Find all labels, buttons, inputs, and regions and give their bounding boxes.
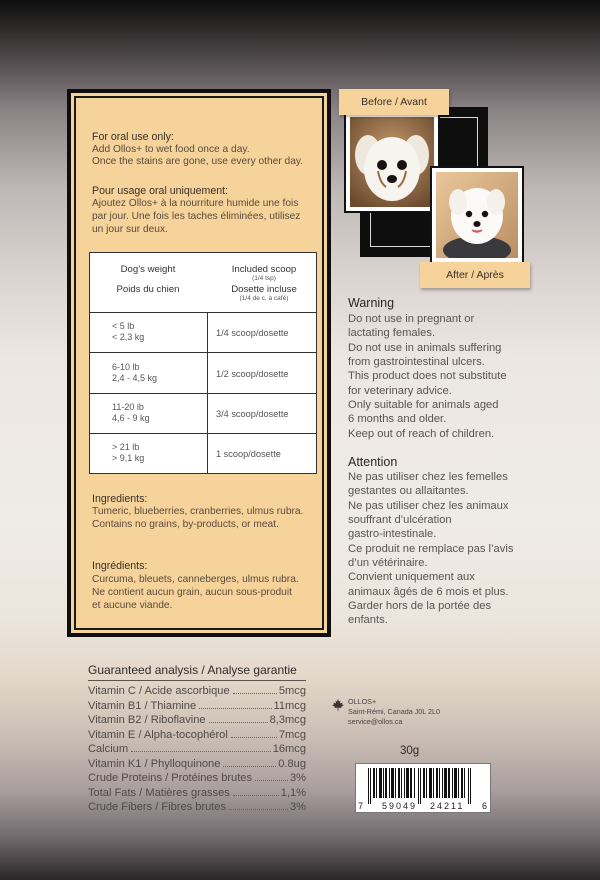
dosage-table-header bbox=[90, 253, 316, 313]
analysis-item: Vitamin K1 / Phylloquinone 0.8ug bbox=[88, 758, 306, 770]
barcode-digit-last: 6 bbox=[482, 801, 488, 811]
usage-line-fr: par jour. Une fois les taches éliminées, utilisez bbox=[92, 211, 301, 222]
brand-email[interactable]: service@ollos.ca bbox=[348, 717, 403, 726]
warning-title: Warning bbox=[348, 296, 395, 310]
ingredients-line-fr: et aucune viande. bbox=[92, 600, 173, 611]
after-label: After / Après bbox=[420, 262, 530, 288]
ingredients-title-en: Ingredients: bbox=[92, 493, 148, 505]
instructions-panel bbox=[67, 89, 331, 637]
dog-weight: < 5 lb < 2,3 kg bbox=[112, 321, 145, 342]
dosage-row bbox=[90, 354, 316, 394]
ingredients-line-en: Contains no grains, by-products, or meat. bbox=[92, 519, 279, 530]
brand-address: Saint-Rémi, Canada J0L 2L0 bbox=[348, 707, 441, 716]
analysis-item: Vitamin E / Alpha-tocophérol 7mcg bbox=[88, 729, 306, 741]
analysis-item: Crude Proteins / Protéines brutes 3% bbox=[88, 772, 306, 784]
usage-title-fr: Pour usage oral uniquement: bbox=[92, 185, 229, 197]
analysis-item: Crude Fibers / Fibres brutes 3% bbox=[88, 801, 306, 813]
weight-header-fr: Poids du chien bbox=[116, 284, 180, 295]
analysis-divider bbox=[88, 680, 306, 681]
dog-weight: > 21 lb > 9,1 kg bbox=[112, 442, 145, 463]
analysis-item: Vitamin B2 / Riboflavine 8,3mcg bbox=[88, 714, 306, 726]
scoop-amount: 1/4 scoop/dosette bbox=[216, 328, 289, 338]
brand-name: OLLOS+ bbox=[348, 697, 377, 706]
analysis-item: Calcium 16mcg bbox=[88, 743, 306, 755]
usage-line-fr: Ajoutez Ollos+ à la nourriture humide une fois bbox=[92, 198, 299, 209]
before-label: Before / Avant bbox=[339, 89, 449, 115]
attention-title: Attention bbox=[348, 455, 398, 469]
barcode-digit-first: 7 bbox=[358, 801, 364, 811]
barcode-bars bbox=[364, 768, 484, 804]
usage-line-fr: un jour sur deux. bbox=[92, 224, 168, 235]
dosage-row bbox=[90, 434, 316, 474]
analysis-item: Vitamin B1 / Thiamine 11mcg bbox=[88, 700, 306, 712]
analysis-item: Vitamin C / Acide ascorbique 5mcg bbox=[88, 685, 306, 697]
weight-header-en: Dog’s weight bbox=[120, 264, 176, 275]
barcode-digits-right: 24211 bbox=[430, 801, 465, 811]
usage-title-en: For oral use only: bbox=[92, 131, 174, 143]
ingredients-title-fr: Ingrédients: bbox=[92, 560, 148, 572]
dog-weight: 11-20 lb 4,6 - 9 kg bbox=[112, 402, 150, 423]
dosage-table bbox=[89, 252, 317, 474]
ingredients-line-fr: Curcuma, bleuets, canneberges, ulmus rubra. bbox=[92, 574, 299, 585]
dosage-row bbox=[90, 394, 316, 434]
barcode bbox=[355, 763, 491, 813]
before-dog-photo bbox=[346, 113, 438, 211]
after-dog-photo bbox=[432, 168, 522, 262]
scoop-amount: 1/2 scoop/dosette bbox=[216, 369, 289, 379]
ingredients-line-en: Tumeric, blueberries, cranberries, ulmus rubra. bbox=[92, 506, 304, 517]
net-weight: 30g bbox=[400, 745, 420, 757]
scoop-amount: 3/4 scoop/dosette bbox=[216, 409, 289, 419]
analysis-item: Total Fats / Matières grasses 1,1% bbox=[88, 787, 306, 799]
scoop-header-en: Included scoop (1/4 tsp) bbox=[231, 264, 297, 282]
analysis-title: Guaranteed analysis / Analyse garantie bbox=[88, 663, 297, 677]
scoop-header-fr: Dosette incluse (1/4 de c. à café) bbox=[231, 284, 297, 302]
usage-line-en: Once the stains are gone, use every other day. bbox=[92, 156, 304, 167]
usage-line-en: Add Ollos+ to wet food once a day. bbox=[92, 144, 250, 155]
scoop-amount: 1 scoop/dosette bbox=[216, 449, 281, 459]
dosage-row bbox=[90, 313, 316, 353]
dog-weight: 6-10 lb 2,4 - 4,5 kg bbox=[112, 362, 158, 383]
ingredients-line-fr: Ne contient aucun grain, aucun sous-produit bbox=[92, 587, 292, 598]
maple-leaf-icon bbox=[332, 699, 344, 711]
barcode-digits-left: 59049 bbox=[382, 801, 418, 811]
